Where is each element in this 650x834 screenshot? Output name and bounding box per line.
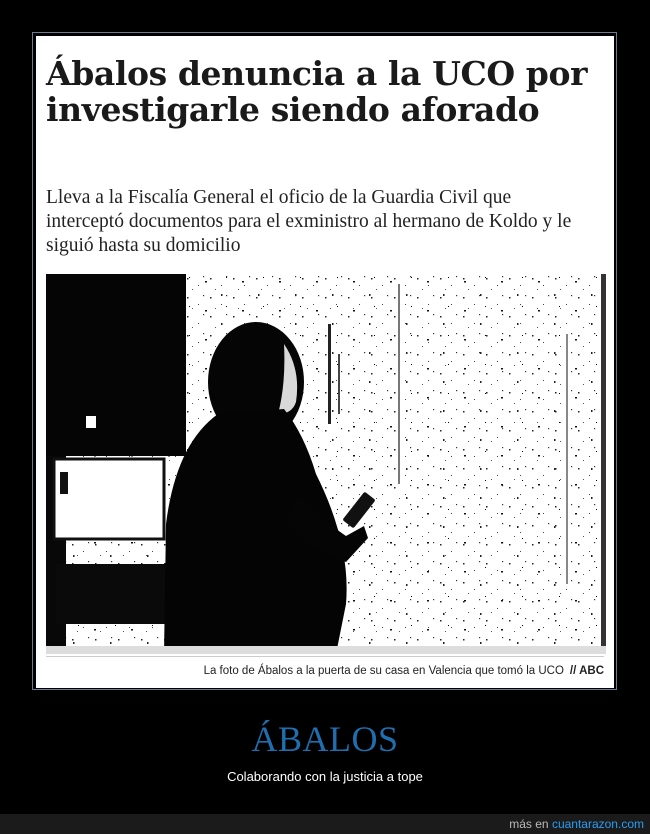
meme-tagline: Colaborando con la justicia a tope — [227, 769, 423, 784]
article-card — [36, 36, 614, 688]
footer-prefix: más en — [509, 817, 549, 831]
site-link[interactable]: cuantarazon.com — [551, 817, 644, 831]
photo-caption — [204, 665, 604, 677]
footer-text — [509, 817, 644, 831]
meme-title: ÁBALOS — [251, 719, 399, 759]
caption-divider — [46, 656, 604, 657]
surveillance-photo-image — [46, 274, 606, 654]
article-headline: Ábalos denuncia a la UCO por investigarle siendo aforado — [46, 54, 588, 129]
photo-caption-text: La foto de Ábalos a la puerta de su casa en Valencia que tomó la UCO — [203, 665, 564, 677]
footer-bar — [0, 814, 650, 834]
surveillance-photo — [46, 274, 606, 654]
article-subheadline: Lleva a la Fiscalía General el oficio de la Guardia Civil que interceptó documentos para el exministro al hermano de Koldo y le siguió hasta su domicilio — [46, 187, 572, 256]
photo-caption-source: // ABC — [569, 665, 604, 677]
